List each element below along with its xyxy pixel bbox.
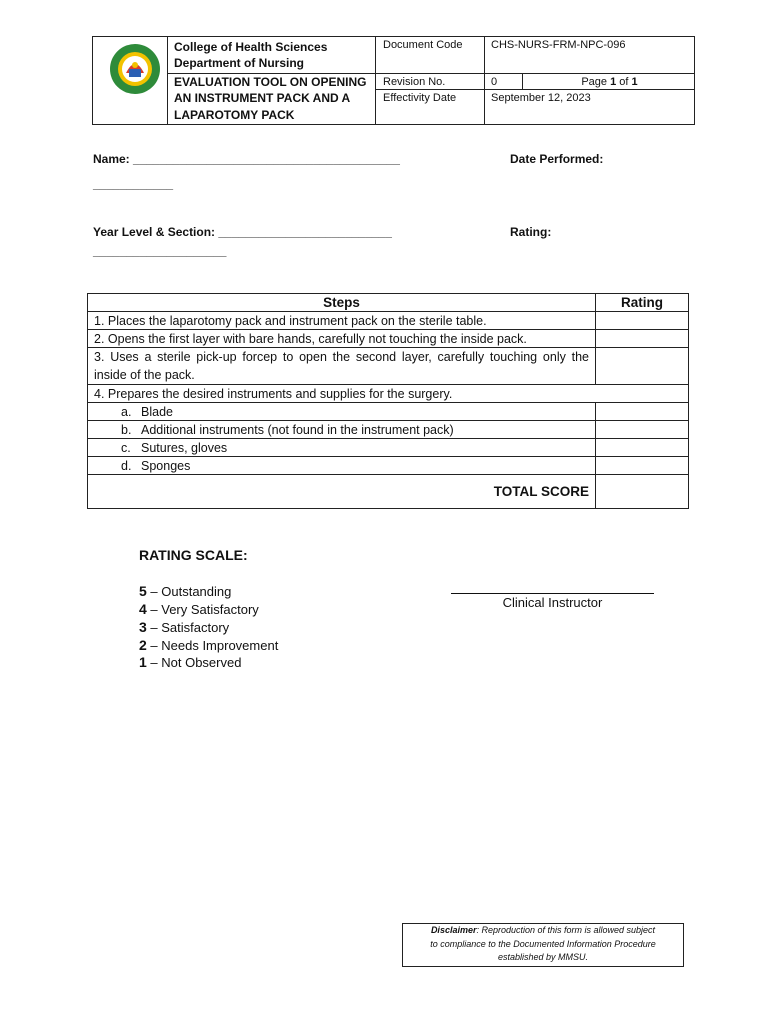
rating-cell-step-1[interactable]: [596, 312, 689, 330]
rating-scale-item: 4 – Very Satisfactory: [139, 601, 259, 617]
rating-cell-step-4d[interactable]: [596, 457, 689, 475]
document-code-value: CHS-NURS-FRM-NPC-096: [491, 39, 626, 51]
date-performed-field[interactable]: ____________: [93, 177, 174, 191]
step-4a: a. Blade: [88, 403, 596, 421]
rating-cell-step-3[interactable]: [596, 348, 689, 385]
document-title-line2: AN INSTRUMENT PACK AND A: [174, 91, 351, 105]
step-4: 4. Prepares the desired instruments and supplies for the surgery.: [88, 385, 689, 403]
rating-field[interactable]: ____________________: [93, 244, 227, 258]
table-row: [88, 348, 689, 385]
document-code-label: Document Code: [383, 39, 463, 51]
date-performed-label: Date Performed:: [510, 152, 604, 166]
rating-column-header: Rating: [596, 294, 689, 312]
rating-scale-item: 2 – Needs Improvement: [139, 637, 279, 653]
table-row: [88, 403, 689, 421]
effectivity-value: September 12, 2023: [491, 92, 591, 104]
table-row: [88, 385, 689, 403]
steps-table: [87, 293, 689, 509]
document-title-line3: LAPAROTOMY PACK: [174, 108, 295, 122]
rating-cell-step-4c[interactable]: [596, 439, 689, 457]
year-level-section-field[interactable]: Year Level & Section: __________________________: [93, 225, 392, 239]
rating-scale-title: RATING SCALE:: [139, 547, 248, 563]
rating-label: Rating:: [510, 225, 552, 239]
table-row: [88, 439, 689, 457]
name-field[interactable]: Name: ________________________________________: [93, 152, 400, 166]
department-name: Department of Nursing: [174, 56, 305, 70]
rating-scale-item: 1 – Not Observed: [139, 654, 242, 670]
disclaimer-line2: to compliance to the Documented Information Procedure: [430, 938, 656, 949]
step-4d: d. Sponges: [88, 457, 596, 475]
step-3: 3. Uses a sterile pick-up forcep to open the second layer, carefully touching only the inside of the pack.: [88, 348, 596, 385]
step-1: 1. Places the laparotomy pack and instrument pack on the sterile table.: [88, 312, 596, 330]
step-4c: c. Sutures, gloves: [88, 439, 596, 457]
table-header-row: [88, 294, 689, 312]
university-seal-logo: [109, 43, 161, 95]
rating-cell-step-4a[interactable]: [596, 403, 689, 421]
disclaimer-line3: established by MMSU.: [497, 952, 589, 962]
college-name: College of Health Sciences: [174, 40, 328, 54]
clinical-instructor-label: Clinical Instructor: [502, 595, 603, 610]
rating-cell-step-2[interactable]: [596, 330, 689, 348]
total-score-label: TOTAL SCORE: [88, 475, 596, 509]
signature-line[interactable]: [451, 593, 654, 594]
document-title-line1: EVALUATION TOOL ON OPENING: [174, 75, 367, 89]
step-4b: b. Additional instruments (not found in the instrument pack): [88, 421, 596, 439]
disclaimer-box: [402, 923, 684, 967]
revision-label: Revision No.: [383, 76, 446, 88]
table-row: [88, 457, 689, 475]
document-header-table: [92, 36, 695, 125]
table-row: [88, 421, 689, 439]
rating-cell-step-4b[interactable]: [596, 421, 689, 439]
rating-scale-item: 5 – Outstanding: [139, 583, 232, 599]
table-row: [88, 312, 689, 330]
revision-value: 0: [491, 76, 498, 88]
rating-scale-item: 3 – Satisfactory: [139, 619, 230, 635]
table-row: [88, 330, 689, 348]
total-score-row: [88, 475, 689, 509]
page-indicator: Page 1 of 1: [581, 76, 638, 88]
steps-column-header: Steps: [88, 294, 596, 312]
total-score-cell[interactable]: [596, 475, 689, 509]
disclaimer-line1: Disclaimer: Reproduction of this form is allowed subject: [430, 925, 656, 935]
effectivity-label: Effectivity Date: [383, 92, 457, 104]
step-2: 2. Opens the first layer with bare hands, carefully not touching the inside pack.: [88, 330, 596, 348]
